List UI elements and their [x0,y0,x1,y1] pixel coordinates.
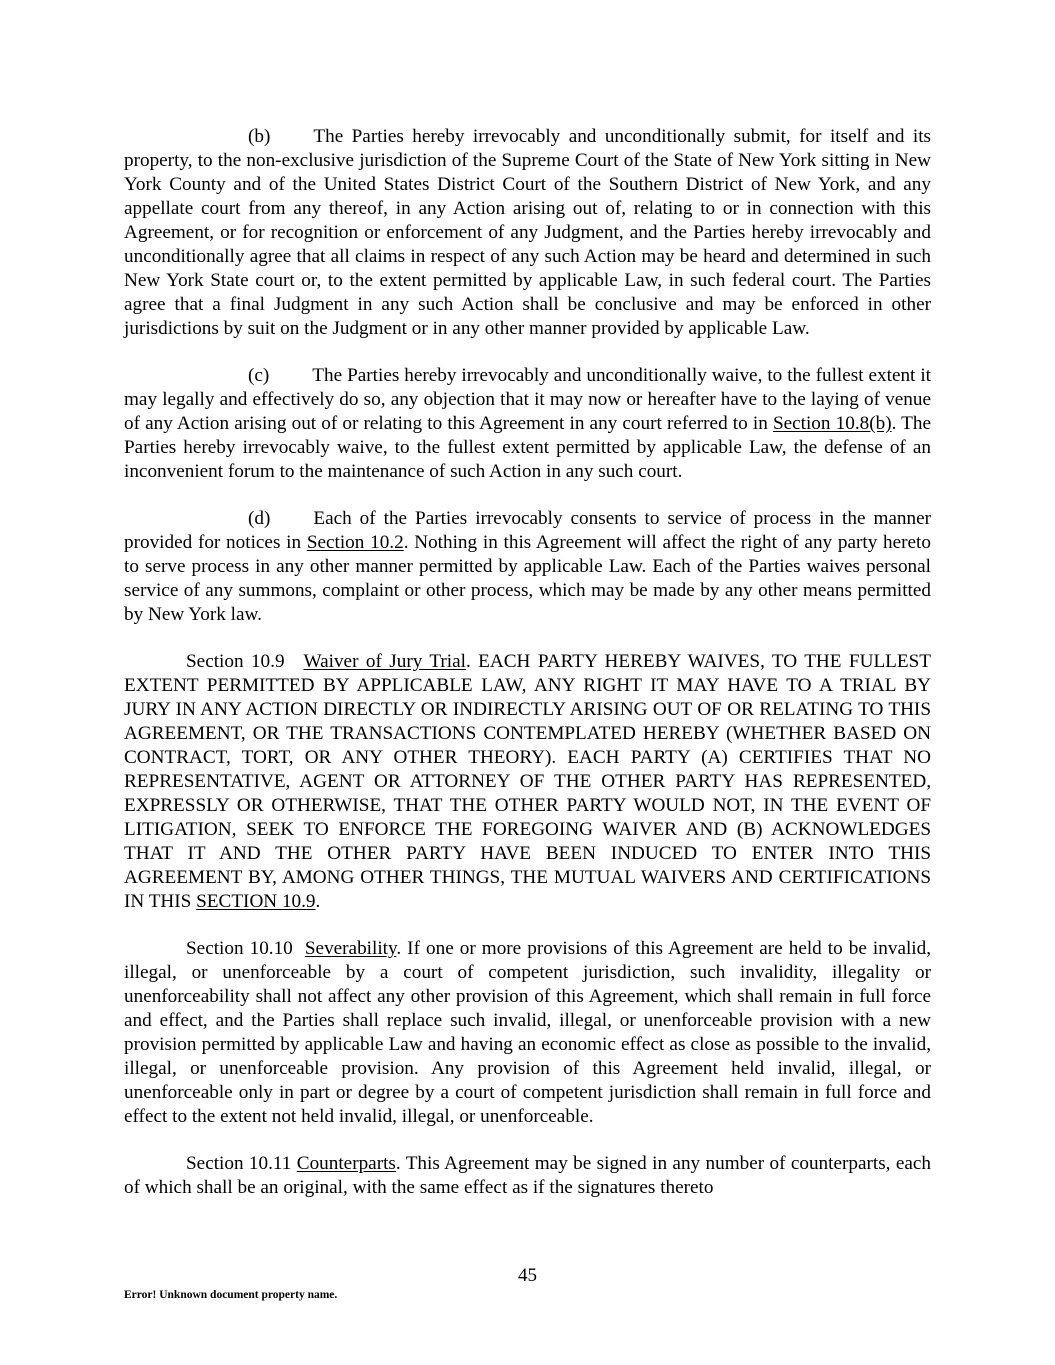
paragraph-c [124,364,931,484]
paragraph-b-text: The Parties hereby irrevocably and unconditionally submit, for itself and its property, to the non-exclusive jurisdiction of the Supreme Court of the State of New York sitting in New York County and of the United States District Court of the Southern District of New York, and any appellate court from any thereof, in any Action arising out of, relating to or in connection with this Agreement, or for recognition or enforcement of any Judgment, and the Parties hereby irrevocably and unconditionally agree that all claims in respect of any such Action may be heard and determined in such New York State court or, to the extent permitted by applicable Law, in such federal court. The Parties agree that a final Judgment in any such Action shall be conclusive and may be enforced in other jurisdictions by suit on the Judgment or in any other manner provided by applicable Law. [124,126,931,339]
document-page [124,125,931,1223]
paragraph-d-text-after: . Nothing in this Agreement will affect the right of any party hereto to serve process in any other manner permitted by applicable Law. Each of the Parties waives personal service of any summons, complaint or other process, which may be made by any other means permitted by New York law. [124,532,931,625]
section-10-11 [124,1152,931,1200]
paragraph-b-label: (b) [248,126,271,147]
section-reference-10-8-b: Section 10.8(b) [772,413,892,434]
paragraph-d-label: (d) [248,508,271,529]
paragraph-c-label: (c) [248,365,270,386]
section-10-9-number: Section 10.9 [186,651,285,672]
footer-error-text: Error! Unknown document property name. [124,1289,338,1301]
section-10-11-number: Section 10.11 [186,1153,292,1174]
paragraph-c-text-before: The Parties hereby irrevocably and unconditionally waive, to the fullest extent it may legally and effectively do so, any objection that it may now or hereafter have to the laying of venue of any Action arising out of or relating to this Agreement in any court referred to in [124,365,931,434]
section-10-10-text: . If one or more provisions of this Agreement are held to be invalid, illegal, or unenforceable by a court of competent jurisdiction, such invalidity, illegality or unenforceability shall not affect any other provision of this Agreement, which shall remain in full force and effect, and the Parties shall replace such invalid, illegal, or unenforceable provision with a new provision permitted by applicable Law and having an economic effect as close as possible to the invalid, illegal, or unenforceable provision. Any provision of this Agreement held invalid, illegal, or unenforceable only in part or degree by a court of competent jurisdiction shall remain in full force and effect to the extent not held invalid, illegal, or unenforceable. [124,938,932,1127]
section-reference-10-9: SECTION 10.9 [196,891,316,912]
section-10-9-text-before: . EACH PARTY HEREBY WAIVES, TO THE FULLEST EXTENT PERMITTED BY APPLICABLE LAW, ANY RIGHT IT MAY HAVE TO A TRIAL BY JURY IN ANY ACTION DIRECTLY OR INDIRECTLY ARISING OUT OF OR RELATING TO THIS AGREEMENT, OR THE TRANSACTIONS CONTEMPLATED HEREBY (WHETHER BASED ON CONTRACT, TORT, OR ANY OTHER THEORY). EACH PARTY (A) CERTIFIES THAT NO REPRESENTATIVE, AGENT OR ATTORNEY OF THE OTHER PARTY HAS REPRESENTED, EXPRESSLY OR OTHERWISE, THAT THE OTHER PARTY WOULD NOT, IN THE EVENT OF LITIGATION, SEEK TO ENFORCE THE FOREGOING WAIVER AND (B) ACKNOWLEDGES THAT IT AND THE OTHER PARTY HAVE BEEN INDUCED TO ENTER INTO THIS AGREEMENT BY, AMONG OTHER THINGS, THE MUTUAL WAIVERS AND CERTIFICATIONS IN THIS [124,651,932,912]
section-10-11-title: Counterparts [296,1153,396,1174]
section-10-9-text-after: . [315,891,321,912]
section-10-10-number: Section 10.10 [186,938,293,959]
section-10-10 [124,937,931,1129]
paragraph-b [124,125,931,341]
paragraph-d [124,507,931,627]
section-reference-10-2: Section 10.2 [306,532,404,553]
page-number: 45 [518,1265,537,1286]
section-10-11-text: . This Agreement may be signed in any number of counterparts, each of which shall be an original, with the same effect as if the signatures thereto [124,1153,931,1198]
section-10-10-title: Severability [304,938,397,959]
section-10-9 [124,650,931,914]
section-10-9-title: Waiver of Jury Trial [303,651,466,672]
paragraph-d-text-before: Each of the Parties irrevocably consents to service of process in the manner provided for notices in [124,508,931,553]
paragraph-c-text-after: . The Parties hereby irrevocably waive, to the fullest extent permitted by applicable Law, the defense of an inconvenient forum to the maintenance of such Action in any such court. [124,413,932,482]
